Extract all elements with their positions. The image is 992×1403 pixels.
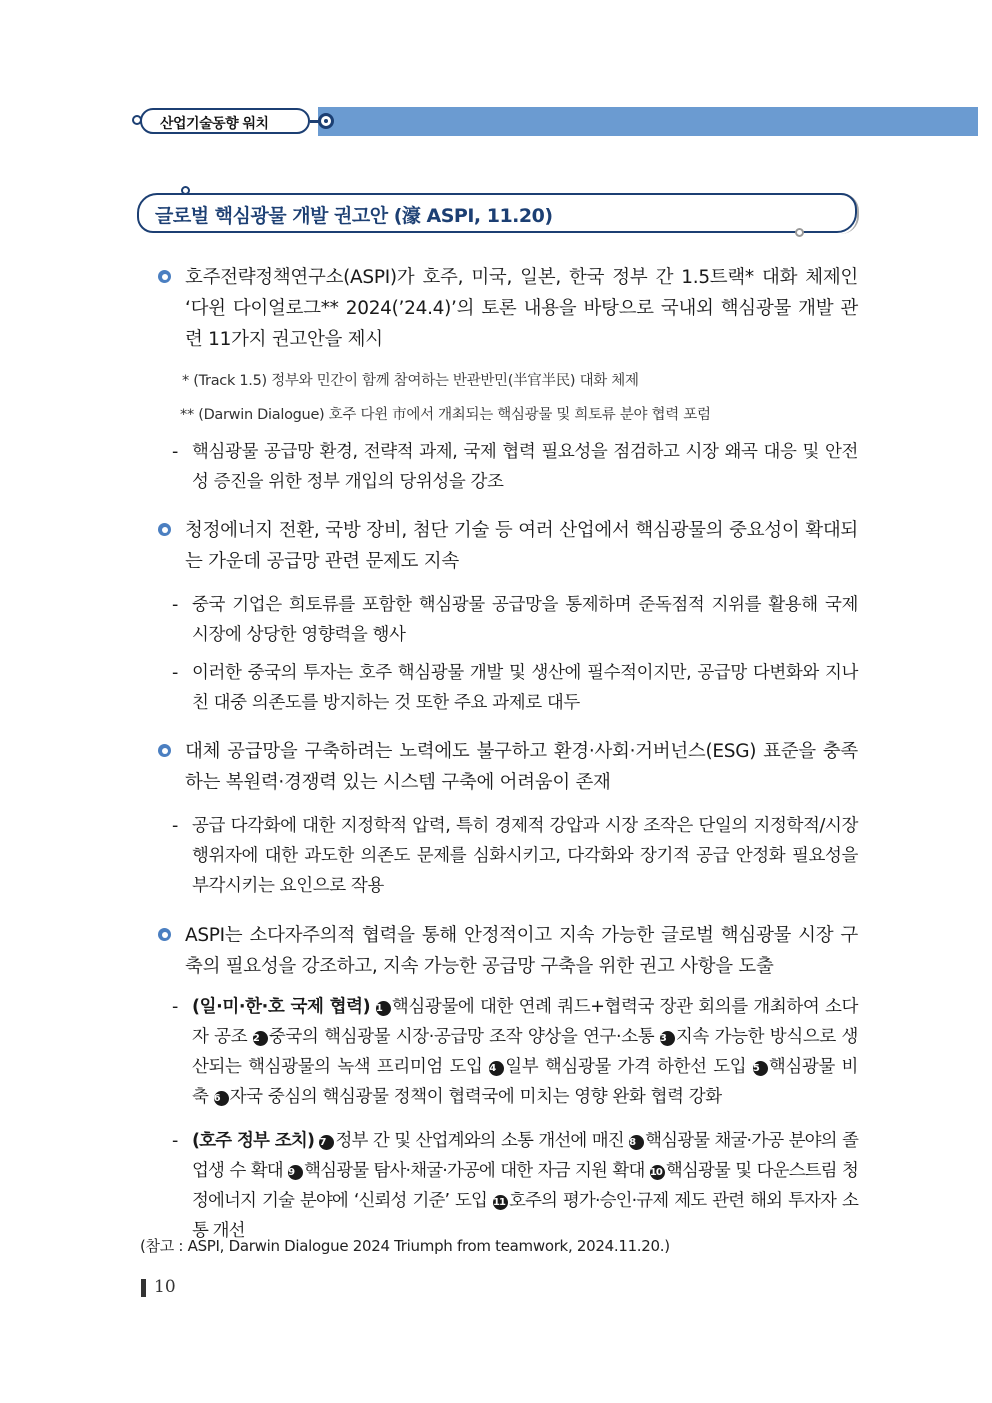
header-right-dot xyxy=(318,113,334,129)
recommendation-item: 정부 간 및 산업계와의 소통 개선에 매진 xyxy=(335,1131,630,1151)
dash-block-2-1 xyxy=(150,590,858,650)
recommendation-item: 자국 중심의 핵심광물 정책이 협력국에 미치는 영향 완화 협력 강화 xyxy=(229,1087,722,1107)
dash-mark: - xyxy=(172,663,179,683)
recommendation-item: 핵심광물 탐사·채굴·가공에 대한 자금 지원 확대 xyxy=(304,1161,650,1181)
bullet-block-4 xyxy=(150,920,858,982)
number-badge-8: 8 xyxy=(629,1135,644,1150)
bullet-block-3 xyxy=(150,736,858,798)
recommendation-item: 핵심광물 비축 xyxy=(192,1057,859,1107)
bullet-block-2 xyxy=(150,515,858,577)
footnote-darwin: ** (Darwin Dialogue) 호주 다윈 市에서 개최되는 핵심광물 및 희토류 분야 협력 포럼 xyxy=(180,407,711,423)
number-badge-2: 2 xyxy=(253,1031,268,1046)
dash-text-australia xyxy=(192,1126,858,1246)
dash-block-1-1 xyxy=(150,437,858,497)
page-number-bar xyxy=(141,1279,146,1297)
number-badge-4: 4 xyxy=(489,1061,504,1076)
dash-block-4-1 xyxy=(150,992,858,1112)
dash-mark: - xyxy=(172,816,179,836)
dash-text: 공급 다각화에 대한 지정학적 압력, 특히 경제적 강압과 시장 조작은 단일의 지정학적/시장 행위자에 대한 과도한 의존도 문제를 심화시키고, 다각화와 장기적 공급 안정화 필요성을 부각시키는 요인으로 작용 xyxy=(192,816,858,896)
recommendation-item: 일부 핵심광물 가격 하한선 도입 xyxy=(505,1057,753,1077)
dash-mark: - xyxy=(172,442,179,462)
number-badge-10: 10 xyxy=(650,1165,665,1180)
dash-head: (일·미·한·호 국제 협력) xyxy=(192,997,371,1017)
recommendation-item: 핵심광물 및 다운스트림 청정에너지 기술 분야에 ‘신뢰성 기준’ 도입 xyxy=(192,1161,859,1211)
dash-mark: - xyxy=(172,595,179,615)
bullet-icon xyxy=(158,523,171,536)
section-knob-top xyxy=(181,186,190,195)
dash-mark: - xyxy=(172,1131,179,1151)
number-badge-1: 1 xyxy=(376,1001,391,1016)
bullet-text: 대체 공급망을 구축하려는 노력에도 불구하고 환경·사회·거버넌스(ESG) 표준을 충족하는 복원력·경쟁력 있는 시스템 구축에 어려움이 존재 xyxy=(185,741,858,793)
dash-block-2-2 xyxy=(150,658,858,718)
number-badge-11: 11 xyxy=(493,1195,508,1210)
bullet-icon xyxy=(158,744,171,757)
dash-text: 중국 기업은 희토류를 포함한 핵심광물 공급망을 통제하며 준독점적 지위를 활용해 국제 시장에 상당한 영향력을 행사 xyxy=(192,595,858,645)
dash-text: 핵심광물 공급망 환경, 전략적 과제, 국제 협력 필요성을 점검하고 시장 왜곡 대응 및 안전성 증진을 위한 정부 개입의 당위성을 강조 xyxy=(192,442,858,492)
dash-block-4-2 xyxy=(150,1126,858,1246)
recommendation-item: 중국의 핵심광물 시장·공급망 조작 양상을 연구·소통 xyxy=(268,1027,660,1047)
number-badge-6: 6 xyxy=(214,1091,229,1106)
dash-text: 이러한 중국의 투자는 호주 핵심광물 개발 및 생산에 필수적이지만, 공급망 다변화와 지나친 대중 의존도를 방지하는 것 또한 주요 과제로 대두 xyxy=(192,663,858,713)
number-badge-3: 3 xyxy=(660,1031,675,1046)
bullet-text: 호주전략정책연구소(ASPI)가 호주, 미국, 일본, 한국 정부 간 1.5트랙* 대화 체제인 ‘다윈 다이얼로그** 2024(’24.4)’의 토론 내용을 바탕으로 국내외 핵심광물 개발 관련 11가지 권고안을 제시 xyxy=(185,267,858,350)
header-label: 산업기술동향 워치 xyxy=(160,116,269,132)
recommendation-item: 핵심광물에 대한 연례 쿼드+협력국 장관 회의를 개최하여 소다자 공조 xyxy=(192,997,858,1047)
footnote-track: * (Track 1.5) 정부와 민간이 함께 참여하는 반관반민(半官半民) 대화 체제 xyxy=(182,373,639,389)
bullet-text: 청정에너지 전환, 국방 장비, 첨단 기술 등 여러 산업에서 핵심광물의 중요성이 확대되는 가운데 공급망 관련 문제도 지속 xyxy=(185,520,858,572)
bullet-icon xyxy=(158,270,171,283)
bullet-icon xyxy=(158,928,171,941)
bullet-text: ASPI는 소다자주의적 협력을 통해 안정적이고 지속 가능한 글로벌 핵심광물 시장 구축의 필요성을 강조하고, 지속 가능한 공급망 구축을 위한 권고 사항을 도출 xyxy=(185,925,858,977)
section-title: 글로벌 핵심광물 개발 권고안 (濠 ASPI, 11.20) xyxy=(155,205,553,227)
header-pill xyxy=(140,108,310,134)
header-band xyxy=(318,107,978,136)
page-number: 10 xyxy=(154,1277,176,1297)
section-knob-bottom xyxy=(795,228,804,237)
reference-note: (참고 : ASPI, Darwin Dialogue 2024 Triumph from teamwork, 2024.11.20.) xyxy=(140,1237,670,1255)
recommendation-item: 핵심광물 채굴·가공 분야의 졸업생 수 확대 xyxy=(192,1131,859,1181)
dash-mark: - xyxy=(172,997,179,1017)
number-badge-9: 9 xyxy=(288,1165,303,1180)
number-badge-7: 7 xyxy=(319,1135,334,1150)
number-badge-5: 5 xyxy=(753,1061,768,1076)
dash-head: (호주 정부 조치) xyxy=(192,1131,315,1151)
dash-text-international xyxy=(192,992,858,1112)
recommendation-item: 호주의 평가·승인·규제 제도 관련 해외 투자자 소통 개선 xyxy=(192,1191,858,1241)
bullet-block-1 xyxy=(150,262,858,355)
recommendation-item: 지속 가능한 방식으로 생산되는 핵심광물의 녹색 프리미엄 도입 xyxy=(192,1027,859,1077)
dash-block-3-1 xyxy=(150,811,858,901)
